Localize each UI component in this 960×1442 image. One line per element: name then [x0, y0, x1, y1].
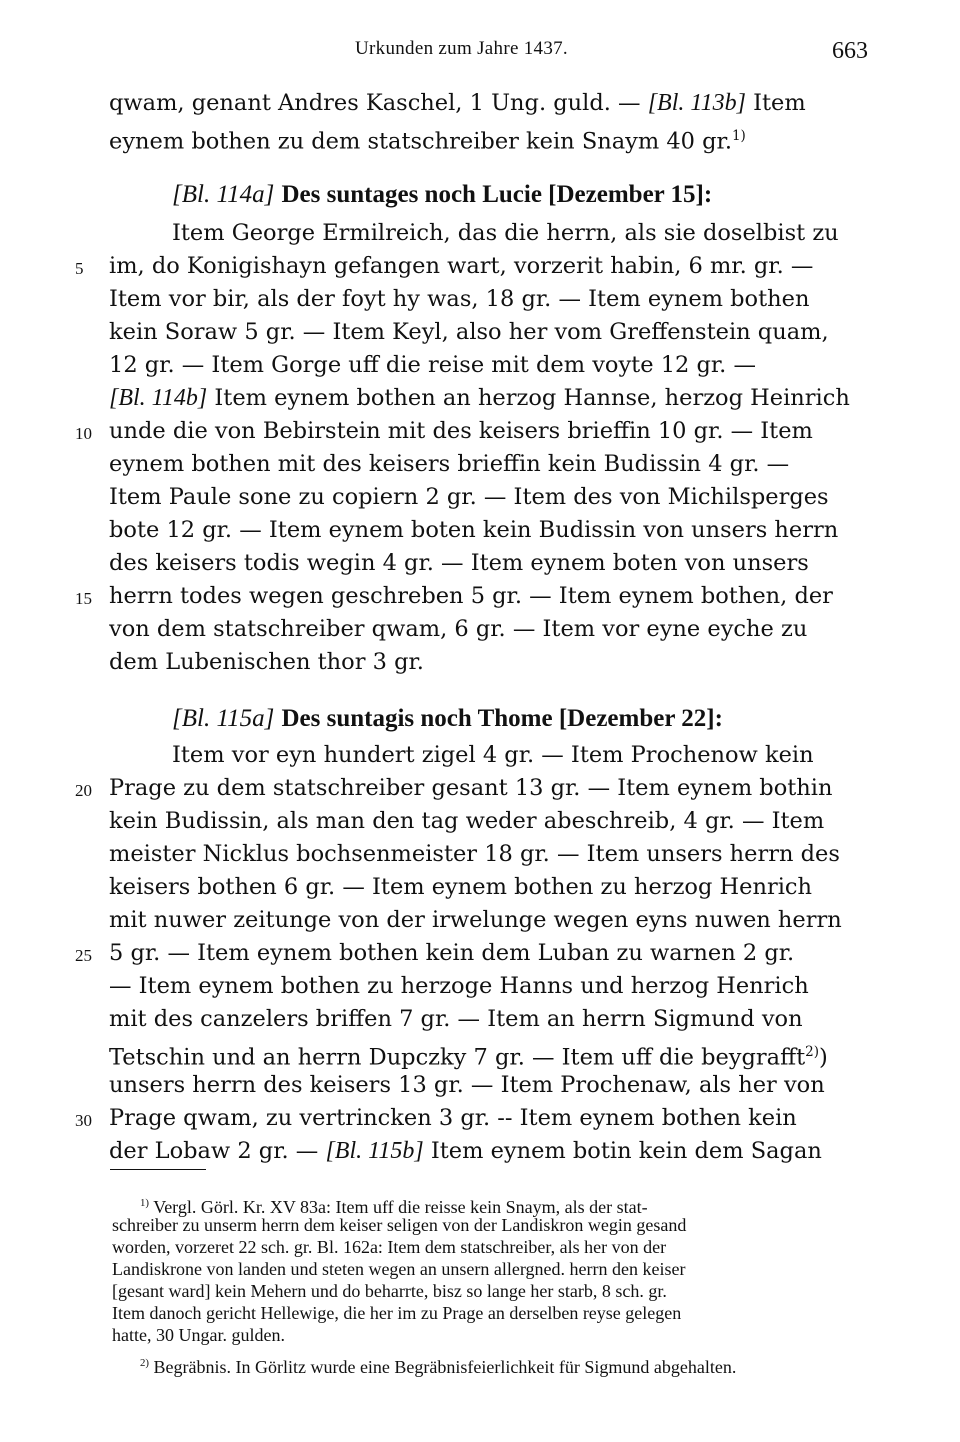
text-span: Begräbnis. In Görlitz wurde eine Begräbnisfeierlichkeit für Sigmund abgehalten. [153, 1357, 737, 1377]
text-line [109, 1136, 885, 1166]
folio-ref: [Bl. 114a] [172, 181, 275, 208]
text-line: Prage qwam, zu vertrincken 3 gr. -- Item eynem bothen kein [109, 1105, 797, 1131]
text-line: mit nuwer zeitunge von der irwelunge wegen eyns nuwen herrn [109, 907, 842, 933]
text-line [109, 121, 885, 157]
line-number: 15 [75, 589, 92, 608]
text-line: 5 gr. — Item eynem bothen kein dem Luban zu warnen 2 gr. [109, 940, 795, 966]
line-number: 20 [75, 781, 92, 800]
text-span: Vergl. Görl. Kr. XV 83a: Item uff die reisse kein Snaym, als der stat- [153, 1197, 648, 1217]
text-line: herrn todes wegen geschreben 5 gr. — Item eynem bothen, der [109, 583, 833, 609]
line-number: 25 [75, 946, 92, 965]
footnote-line: Item danoch gericht Hellewige, die her im zu Prage an derselben reyse gelegen [112, 1303, 682, 1323]
footnote-rule [110, 1169, 206, 1170]
line-number: 5 [75, 259, 84, 278]
footnote-line: schreiber zu unserm herrn dem keiser seligen von der Landiskron wegin gesand [112, 1215, 687, 1235]
text-span: Item eynem botin kein dem Sagan [423, 1138, 822, 1164]
folio-ref: [Bl. 113b] [647, 90, 746, 116]
text-line: im, do Konigishayn gefangen wart, vorzerit habin, 6 mr. gr. — [109, 253, 814, 279]
text-line: keisers bothen 6 gr. — Item eynem bothen zu herzog Henrich [109, 874, 812, 900]
text-line: 12 gr. — Item Gorge uff die reise mit dem voyte 12 gr. — [109, 352, 756, 378]
footnote-mark: 2) [805, 1044, 819, 1060]
footnote-mark: 1) [140, 1197, 149, 1209]
text-line: kein Budissin, als man den tag weder abeschreib, 4 gr. — Item [109, 808, 825, 834]
footnote-line: [gesant ward] kein Mehern und do beharrte, bisz so lange her starb, 8 sch. gr. [112, 1281, 667, 1301]
text-line: Item Paule sone zu copiern 2 gr. — Item des von Michilsperges [109, 484, 829, 510]
text-line: mit des canzelers briffen 7 gr. — Item an herrn Sigmund von [109, 1006, 803, 1032]
heading-text: Des suntages noch Lucie [Dezember 15]: [281, 181, 713, 208]
text-line: Item vor bir, als der foyt hy was, 18 gr. — Item eynem bothen [109, 286, 810, 312]
line-number: 10 [75, 424, 92, 443]
footnote-mark: 2) [140, 1357, 149, 1369]
text-line: — Item eynem bothen zu herzoge Hanns und herzog Henrich [109, 973, 809, 999]
text-span: der Lobaw 2 gr. — [109, 1138, 326, 1164]
text-line: Item George Ermilreich, das die herrn, als sie doselbist zu [172, 220, 839, 246]
folio-ref: [Bl. 115a] [172, 705, 275, 732]
text-line: bote 12 gr. — Item eynem boten kein Budissin von unsers herrn [109, 517, 839, 543]
text-span: eynem bothen zu dem statschreiber kein Snaym 40 gr. [109, 128, 732, 155]
text-line: Item vor eyn hundert zigel 4 gr. — Item Prochenow kein [172, 742, 814, 768]
line-number: 30 [75, 1111, 92, 1130]
text-line: Prage zu dem statschreiber gesant 13 gr. — Item eynem bothin [109, 775, 833, 801]
footnote-line [140, 1352, 885, 1378]
folio-ref: [Bl. 115b] [325, 1138, 424, 1164]
text-line: von dem statschreiber qwam, 6 gr. — Item vor eyne eyche zu [109, 616, 808, 642]
footnote-line: worden, vorzeret 22 sch. gr. Bl. 162a: Item dem statschreiber, als her von der [112, 1237, 667, 1257]
text-span: ) [818, 1044, 828, 1071]
footnote-mark: 1) [731, 128, 746, 144]
section-heading [172, 180, 885, 210]
text-line: des keisers todis wegin 4 gr. — Item eynem boten von unsers [109, 550, 809, 576]
text-line [109, 1037, 885, 1073]
text-span: Item eynem bothen an herzog Hannse, herzog Heinrich [207, 385, 850, 411]
text-span: qwam, genant Andres Kaschel, 1 Ung. guld. — [109, 90, 641, 116]
text-line: meister Nicklus bochsenmeister 18 gr. — Item unsers herrn des [109, 841, 840, 867]
footnote-line: Landiskrone von landen und steten wegen an unsern allergned. herrn den keiser [112, 1259, 686, 1279]
text-line: dem Lubenischen thor 3 gr. [109, 649, 424, 675]
text-span: Tetschin und an herrn Dupczky 7 gr. — Item uff die beygrafft [109, 1044, 806, 1071]
text-line: unde die von Bebirstein mit des keisers brieffin 10 gr. — Item [109, 418, 813, 444]
text-span: Item [745, 90, 806, 116]
section-heading [172, 704, 885, 734]
text-line: unsers herrn des keisers 13 gr. — Item Prochenaw, als her von [109, 1072, 825, 1098]
text-line [109, 383, 885, 413]
text-line: eynem bothen mit des keisers brieffin kein Budissin 4 gr. — [109, 451, 790, 477]
heading-text: Des suntagis noch Thome [Dezember 22]: [281, 705, 723, 732]
footnote-line: hatte, 30 Ungar. gulden. [112, 1325, 285, 1345]
page-number: 663 [832, 38, 868, 64]
text-line: kein Soraw 5 gr. — Item Keyl, also her vom Greffenstein quam, [109, 319, 829, 345]
running-header: Urkunden zum Jahre 1437. [355, 38, 568, 59]
folio-ref: [Bl. 114b] [109, 385, 208, 411]
text-line [109, 88, 885, 118]
